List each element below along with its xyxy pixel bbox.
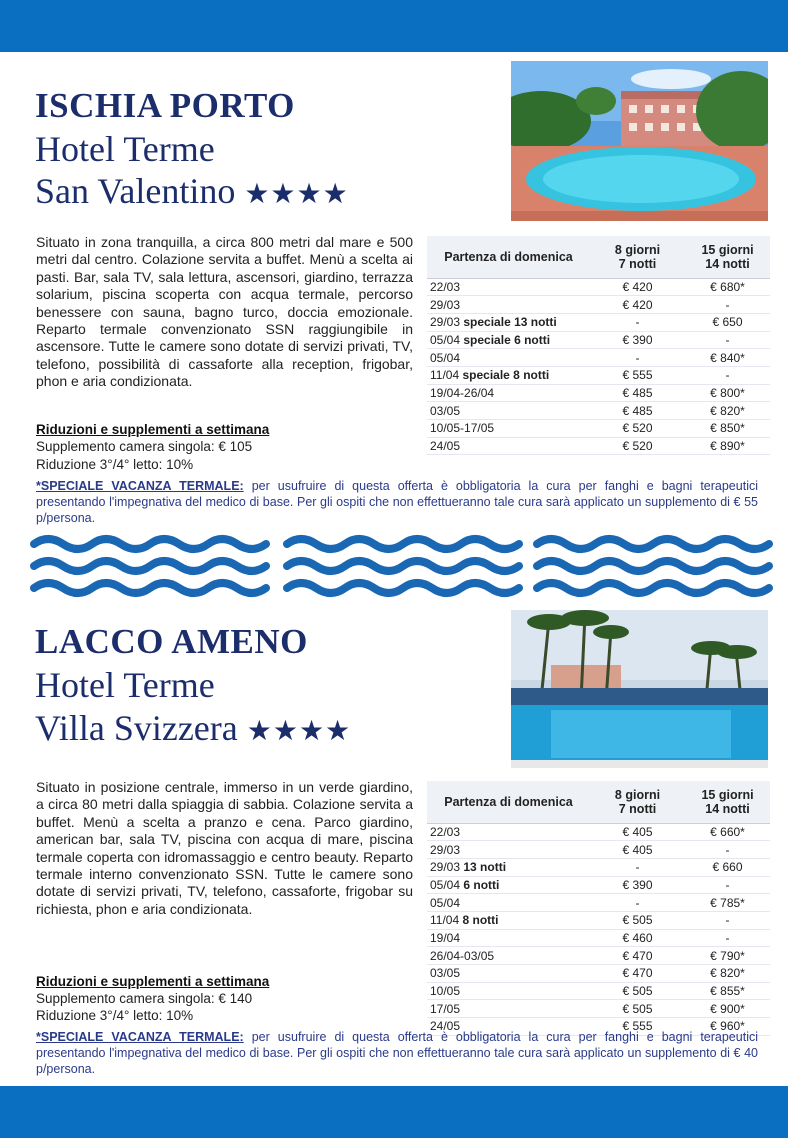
price-15-days: - (685, 841, 770, 859)
departure-date: 29/03 (430, 860, 461, 875)
price-15-days: € 660 (685, 858, 770, 876)
table-row (427, 947, 770, 965)
hotel-type: Hotel Terme (35, 665, 215, 705)
wave-group-right (537, 539, 769, 593)
price-table (427, 236, 770, 455)
table-row (427, 331, 770, 349)
price-15-days: - (685, 331, 770, 349)
price-15-days: € 855* (685, 982, 770, 1000)
departure-cell (427, 947, 590, 965)
departure-date: 19/04-26/04 (430, 385, 495, 400)
departure-date: 03/05 (430, 966, 461, 981)
hotel-name-line (35, 707, 351, 749)
special-offer-text: per usufruire di questa offerta è obbligatoria la cura per fanghi e bagni terapeutici presentando l'impegnativa del medico di base. Per gli ospiti che non effettueranno tale cura sarà applicato un supplemento di € 40 p/persona. (36, 1030, 758, 1076)
table-row (427, 349, 770, 367)
price-8-days: € 390 (590, 876, 685, 894)
price-8-days: € 555 (590, 1018, 685, 1036)
price-8-days: € 520 (590, 420, 685, 438)
price-8-days: € 520 (590, 437, 685, 455)
table-row (427, 858, 770, 876)
price-8-days: - (590, 349, 685, 367)
hotel-name-line (35, 170, 349, 212)
price-15-days: - (685, 911, 770, 929)
special-offer-tag: 13 notti (463, 860, 507, 875)
hotel-description: Situato in zona tranquilla, a circa 800 metri dal mare e 500 metri dal centro. Colazione servita a buffet. Menù a scelta ai pasti. Bar, sala TV, sala lettura, ascensori, giardino, terrazza solarium, piscina scoperta con acqua termale, percorso benessere con sauna, bagno turco, doccia emozionale. Reparto termale convenzionato SSN raggiungibile in ascensore. Tutte le camere sono dotate di servizi privati, TV, telefono, possibilità di cassaforte alla reception, frigobar, phon e aria condizionata. (36, 234, 413, 390)
departure-date: 24/05 (430, 1019, 461, 1034)
hotel-type: Hotel Terme (35, 129, 215, 169)
price-8-days: - (590, 313, 685, 331)
hotel-name: Villa Svizzera (35, 708, 238, 748)
table-row (427, 965, 770, 983)
departure-cell (427, 437, 590, 455)
price-15-days: € 785* (685, 894, 770, 912)
departure-cell (427, 420, 590, 438)
price-8-days: € 485 (590, 402, 685, 420)
table-row (427, 313, 770, 331)
price-15-days: - (685, 929, 770, 947)
departure-date: 03/05 (430, 403, 461, 418)
table-row (427, 982, 770, 1000)
price-8-days: € 505 (590, 1000, 685, 1018)
price-8-days: € 390 (590, 331, 685, 349)
table-row (427, 296, 770, 314)
special-offer-text: per usufruire di questa offerta è obbligatoria la cura per fanghi e bagni terapeutici presentando l'impegnativa del medico di base. Per gli ospiti che non effettueranno tale cura sarà applicato un supplemento di € 55 p/persona. (36, 479, 758, 525)
price-8-days: € 460 (590, 929, 685, 947)
special-offer-tag: speciale 6 notti (463, 332, 551, 347)
departure-cell (427, 823, 590, 841)
departure-date: 26/04-03/05 (430, 948, 495, 963)
price-8-days: € 420 (590, 278, 685, 296)
price-8-days: - (590, 894, 685, 912)
departure-cell (427, 349, 590, 367)
table-row (427, 366, 770, 384)
table-row (427, 402, 770, 420)
hotel-photo (511, 610, 768, 768)
departure-date: 29/03 (430, 297, 461, 312)
departure-date: 24/05 (430, 439, 461, 454)
table-row (427, 876, 770, 894)
table-row (427, 894, 770, 912)
single-room-supplement: Supplemento camera singola: € 140 (36, 991, 253, 1006)
price-15-days: € 820* (685, 402, 770, 420)
price-15-days: € 800* (685, 384, 770, 402)
price-8-days: € 485 (590, 384, 685, 402)
special-offer-tag: speciale 13 notti (463, 315, 557, 330)
special-offer-label: *SPECIALE VACANZA TERMALE: (36, 479, 244, 493)
departure-date: 11/04 (430, 368, 460, 383)
departure-cell (427, 384, 590, 402)
price-15-days: € 840* (685, 349, 770, 367)
table-row (427, 278, 770, 296)
price-15-days: € 660* (685, 823, 770, 841)
departure-date: 19/04 (430, 930, 461, 945)
special-offer-note (36, 478, 758, 526)
departure-date: 05/04 (430, 350, 461, 365)
hotel-name: San Valentino (35, 171, 236, 211)
departure-cell (427, 313, 590, 331)
reductions-title: Riduzioni e supplementi a settimana (36, 974, 270, 989)
price-15-days: - (685, 366, 770, 384)
departure-date: 17/05 (430, 1001, 461, 1016)
price-15-days: € 650 (685, 313, 770, 331)
stars-rating: ★★★★ (244, 179, 349, 210)
departure-date: 29/03 (430, 842, 461, 857)
price-15-days: € 850* (685, 420, 770, 438)
single-room-supplement: Supplemento camera singola: € 105 (36, 439, 253, 454)
departure-date: 11/04 (430, 913, 460, 928)
special-offer-tag: 6 notti (463, 877, 500, 892)
price-15-days: € 680* (685, 278, 770, 296)
table-header-15days: 15 giorni 14 notti (685, 236, 770, 278)
table-header-8days: 8 giorni 7 notti (590, 781, 685, 823)
bed-reduction: Riduzione 3°/4° letto: 10% (36, 457, 194, 472)
table-row (427, 823, 770, 841)
stars-rating: ★★★★ (246, 716, 352, 747)
city-title: ISCHIA PORTO (35, 86, 295, 125)
bottom-banner (0, 1086, 788, 1138)
price-15-days: - (685, 296, 770, 314)
departure-cell (427, 841, 590, 859)
price-8-days: € 470 (590, 947, 685, 965)
price-8-days: € 470 (590, 965, 685, 983)
table-header-departure: Partenza di domenica (427, 781, 590, 823)
table-header-8days: 8 giorni 7 notti (590, 236, 685, 278)
special-offer-label: *SPECIALE VACANZA TERMALE: (36, 1030, 244, 1044)
table-row (427, 437, 770, 455)
top-banner (0, 0, 788, 52)
departure-date: 29/03 (430, 315, 461, 330)
hotel-description: Situato in posizione centrale, immerso in un verde giardino, a circa 80 metri dalla spiaggia di sabbia. Colazione servita a buffet. Menù a scelta a pranzo e cena. Parco giardino, american bar, sala TV, piscina con acqua di mare, piscina termale coperta con idromassaggio e centro beauty. Reparto termale interno convenzionato SSN. Tutte le camere sono dotate di servizi privati, TV, telefono, cassaforte, frigobar su richiesta, phon e aria condizionata. (36, 779, 413, 917)
departure-cell (427, 876, 590, 894)
price-15-days: - (685, 876, 770, 894)
price-8-days: € 405 (590, 841, 685, 859)
wave-group-center (287, 539, 519, 593)
table-row (427, 911, 770, 929)
departure-cell (427, 331, 590, 349)
table-row (427, 929, 770, 947)
bed-reduction: Riduzione 3°/4° letto: 10% (36, 1008, 194, 1023)
table-row (427, 1000, 770, 1018)
price-8-days: € 505 (590, 911, 685, 929)
departure-date: 05/04 (430, 895, 461, 910)
special-offer-tag: speciale 8 notti (462, 368, 550, 383)
departure-date: 22/03 (430, 279, 461, 294)
table-row (427, 841, 770, 859)
special-offer-note (36, 1029, 758, 1077)
price-8-days: € 555 (590, 366, 685, 384)
table-header-departure: Partenza di domenica (427, 236, 590, 278)
price-15-days: € 900* (685, 1000, 770, 1018)
city-title: LACCO AMENO (35, 622, 308, 661)
special-offer-tag: 8 notti (462, 913, 499, 928)
departure-cell (427, 929, 590, 947)
departure-date: 10/05 (430, 984, 461, 999)
departure-cell (427, 911, 590, 929)
departure-cell (427, 965, 590, 983)
waves-divider (0, 528, 788, 598)
price-15-days: € 890* (685, 437, 770, 455)
table-header-15days: 15 giorni 14 notti (685, 781, 770, 823)
departure-cell (427, 366, 590, 384)
price-8-days: € 505 (590, 982, 685, 1000)
departure-cell (427, 982, 590, 1000)
price-8-days: € 420 (590, 296, 685, 314)
departure-cell (427, 278, 590, 296)
price-8-days: - (590, 858, 685, 876)
price-15-days: € 960* (685, 1018, 770, 1036)
price-8-days: € 405 (590, 823, 685, 841)
table-row (427, 384, 770, 402)
departure-date: 05/04 (430, 332, 461, 347)
price-15-days: € 790* (685, 947, 770, 965)
departure-date: 22/03 (430, 824, 461, 839)
table-row (427, 420, 770, 438)
departure-cell (427, 894, 590, 912)
departure-date: 10/05-17/05 (430, 421, 495, 436)
departure-cell (427, 858, 590, 876)
wave-group-left (34, 539, 266, 593)
departure-date: 05/04 (430, 877, 461, 892)
reductions-title: Riduzioni e supplementi a settimana (36, 422, 270, 437)
departure-cell (427, 296, 590, 314)
price-table (427, 781, 770, 1036)
departure-cell (427, 402, 590, 420)
price-15-days: € 820* (685, 965, 770, 983)
hotel-photo (511, 61, 768, 221)
departure-cell (427, 1000, 590, 1018)
